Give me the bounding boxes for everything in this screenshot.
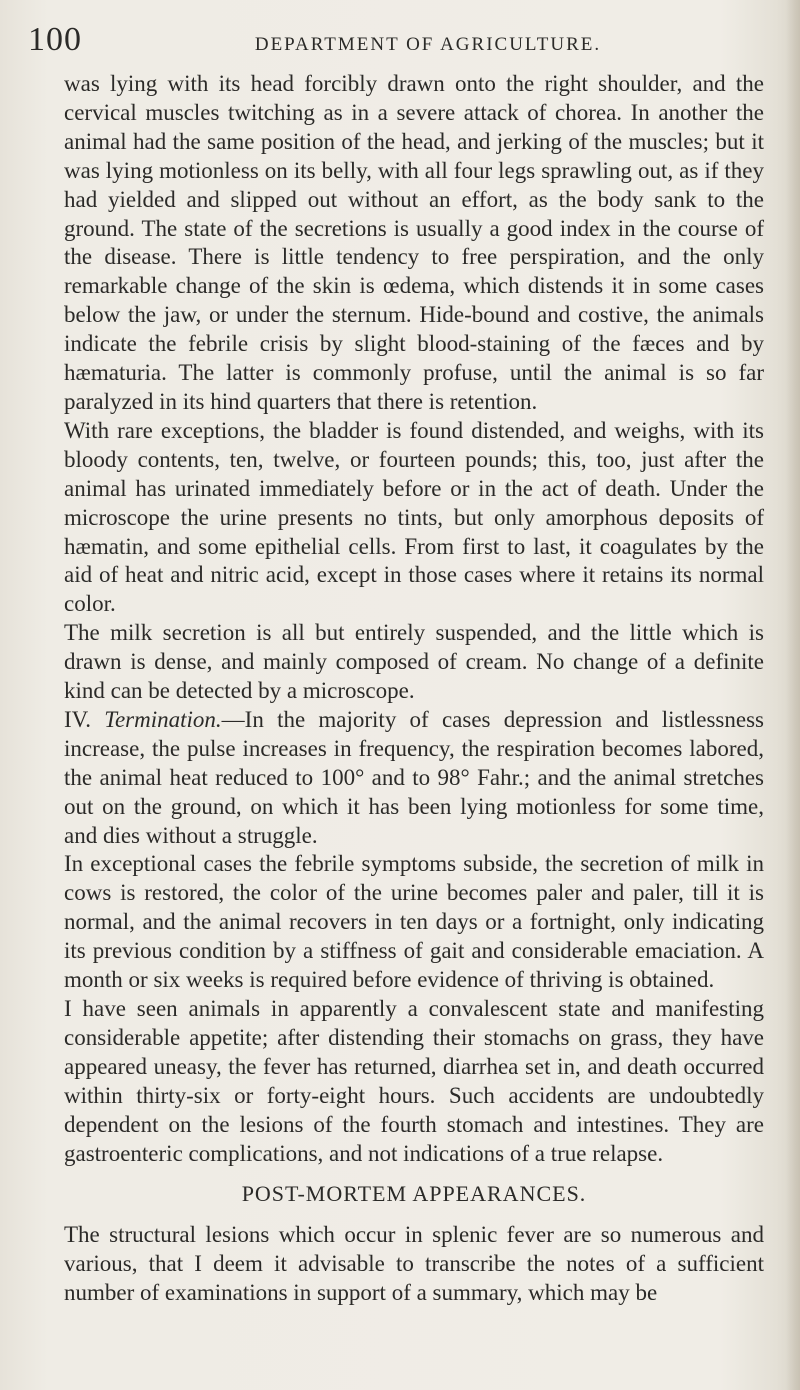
- paragraph-3: The milk secretion is all but entirely suspended, and the little which is drawn is dense, and mainly composed of cream. No change of a definite kind can be detected by a microscope.: [64, 620, 764, 704]
- running-head: [28, 20, 768, 60]
- paragraph-4: [64, 706, 764, 851]
- paragraph-1: was lying with its head forcibly drawn onto the right shoulder, and the cervical muscles twitching as in a severe attack of chorea. In another the animal had the same position of the head, and jerking of the muscles; but it was lying motionless on its belly, with all four legs sprawling out, as if they had yielded and slipped out without an effort, as the body sank to the ground. The state of the secretions is usually a good index in the course of the disease. There is little tendency to free perspiration, and the only remarkable change of the skin is œdema, which distends it in some cases below the jaw, or under the sternum. Hide-bound and costive, the animals indicate the febrile crisis by slight blood-staining of the fæces and by hæmaturia. The latter is commonly profuse, until the animal is so far paralyzed in its hind quarters that there is retention.: [64, 71, 764, 414]
- section-term-termination: Termination.: [104, 706, 222, 732]
- paragraph-5: In exceptional cases the febrile symptoms subside, the secretion of milk in cows is restored, the color of the urine becomes paler and paler, till it is normal, and the animal recovers in ten days or a fortnight, only indicating its previous condition by a stiffness of gait and considerable emaciation. A month or six weeks is required before evidence of thriving is obtained.: [64, 851, 764, 993]
- paragraph-4-text: —In the majority of cases depression and listlessness increase, the pulse increases in frequency, the respiration becomes labored, the animal heat reduced to 100° and to 98° Fahr.; and the animal stretches out on the ground, on which it has been lying motionless for some time, and dies without a struggle.: [64, 706, 764, 848]
- body-text: [64, 70, 764, 1308]
- paragraph-2: With rare exceptions, the bladder is found distended, and weighs, with its bloody contents, ten, twelve, or fourteen pounds; this, too, just after the animal has urinated immediately before or in the act of death. Under the microscope the urine presents no tints, but only amorphous deposits of hæmatin, and some epithelial cells. From first to last, it coagulates by the aid of heat and nitric acid, except in those cases where it retains its normal color.: [64, 417, 764, 617]
- page-edge-shadow: [786, 0, 800, 1390]
- paragraph-6: I have seen animals in apparently a convalescent state and manifesting considerable appetite; after distending their stomachs on grass, they have appeared uneasy, the fever has returned, diarrhea set in, and death occurred within thirty-six or forty-eight hours. Such accidents are undoubtedly dependent on the lesions of the fourth stomach and intestines. They are gastroenteric complications, and not indications of a true relapse.: [64, 996, 764, 1166]
- section-numeral: IV.: [64, 706, 92, 732]
- section-heading: POST-MORTEM APPEARANCES.: [241, 1181, 587, 1207]
- paragraph-7: The structural lesions which occur in splenic fever are so numerous and various, that I deem it advisable to transcribe the notes of a sufficient number of examinations in support of a summary, which may be: [64, 1222, 764, 1306]
- running-title: DEPARTMENT OF AGRICULTURE.: [254, 34, 602, 55]
- page-number: 100: [28, 21, 82, 58]
